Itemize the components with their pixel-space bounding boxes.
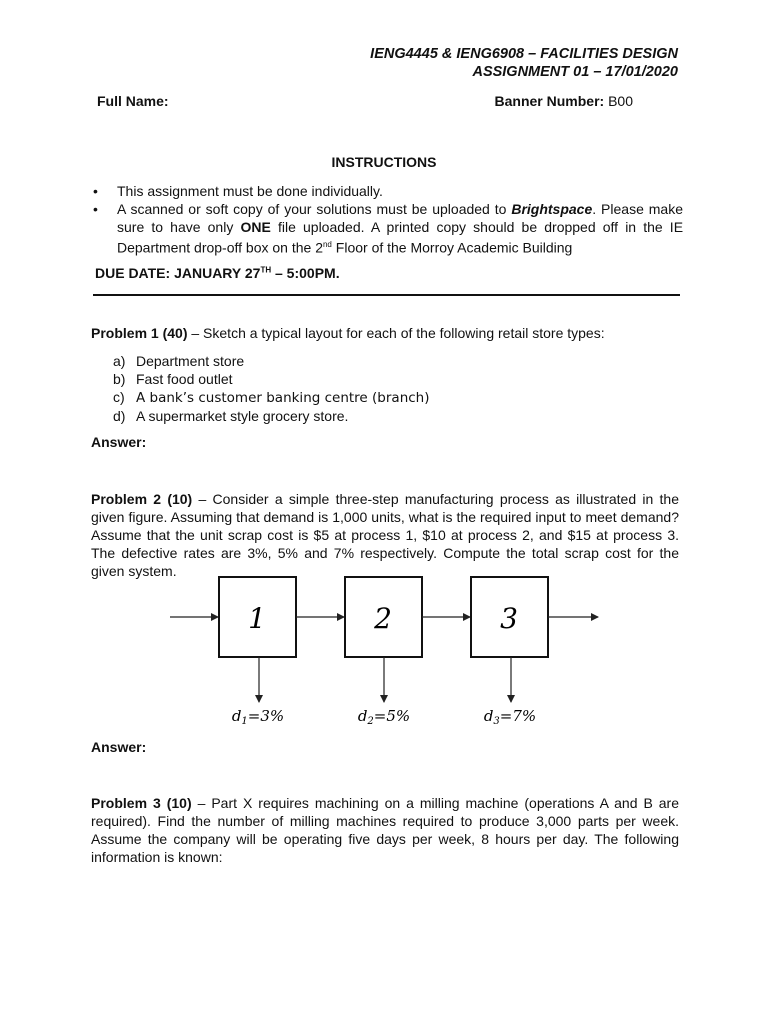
process-label-2: 2 [374, 602, 392, 635]
instruction-text: This assignment must be done individually. [117, 183, 383, 199]
defect-label-3: $d_3=7\%$ [483, 707, 537, 727]
banner-number-value: B00 [608, 93, 633, 109]
list-marker: b) [113, 371, 126, 387]
divider [93, 294, 680, 296]
assignment-title: ASSIGNMENT 01 – 17/01/2020 [472, 64, 678, 80]
list-marker: d) [113, 408, 126, 424]
instruction-item [93, 200, 683, 257]
list-item [113, 352, 430, 370]
banner-number [495, 93, 634, 109]
instructions-heading: INSTRUCTIONS [331, 154, 437, 170]
list-item-text: Fast food outlet [136, 371, 233, 387]
instruction-text: . Please make sure to have only [117, 201, 684, 235]
problem-3-statement [91, 794, 679, 866]
list-item [113, 370, 430, 388]
superscript: nd [322, 240, 332, 249]
defect-label-1: $d_1=3\%$ [231, 707, 285, 727]
course-title: IENG4445 & IENG6908 – FACILITIES DESIGN [370, 46, 678, 62]
due-date [95, 265, 340, 281]
due-date-time: – 5:00PM. [275, 265, 340, 281]
problem-1-text: – Sketch a typical layout for each of the following retail store types: [191, 325, 605, 341]
problem-1-title: Problem 1 (40) [91, 325, 188, 341]
full-name-label: Full Name: [97, 93, 169, 109]
list-item [113, 407, 430, 425]
problem-1-list [113, 352, 430, 425]
problem-2-title: Problem 2 (10) [91, 491, 193, 507]
problem-2-text: – Consider a simple three-step manufacturing process as illustrated in the given figure. Assuming that demand is 1,000 units, what is the required input to meet demand? Assume that the unit scrap cost is $5 at process 1, $10 at process 2, and $15 at process 3. The defective rates are 3%, 5% and 7% respectively. Compute the total scrap cost for the given system. [91, 491, 679, 579]
problem-2-statement [91, 490, 679, 580]
process-label-3: 3 [500, 602, 518, 635]
one-term: ONE [240, 219, 271, 235]
brightspace-term: Brightspace [511, 201, 593, 217]
instruction-text: A scanned or soft copy of your solutions must be uploaded to [117, 201, 507, 217]
process-label-1: 1 [248, 602, 266, 635]
instruction-item [93, 182, 683, 200]
due-date-text: DUE DATE: JANUARY 27 [95, 265, 261, 281]
superscript: TH [260, 265, 272, 275]
process-diagram [160, 568, 620, 738]
problem-3-text: – Part X requires machining on a milling machine (operations A and B are required). Find the number of milling machines required to produce 3,000 parts per week. Assume the company will be operating five days per week, 8 hours per day. The following information is known: [91, 795, 679, 865]
problem-1-statement [91, 324, 679, 342]
problem-1-answer-label: Answer: [91, 434, 147, 450]
list-item-text: Department store [136, 353, 245, 369]
list-marker: c) [113, 389, 125, 405]
list-item-text: A supermarket style grocery store. [136, 408, 349, 424]
list-item [113, 388, 430, 407]
list-item-text: A bank’s customer banking centre (branch) [136, 390, 430, 406]
banner-number-label: Banner Number: [494, 93, 605, 109]
problem-2-answer-label: Answer: [91, 739, 147, 755]
instruction-text: Floor of the Morroy Academic Building [335, 239, 573, 256]
problem-3-title: Problem 3 (10) [91, 795, 192, 811]
defect-label-2: $d_2=5\%$ [357, 707, 411, 727]
instructions-list [93, 182, 683, 257]
instruction-text: file uploaded. A printed copy should be dropped off in the IE Department drop-off box on the 2 [117, 219, 684, 256]
list-marker: a) [113, 353, 126, 369]
